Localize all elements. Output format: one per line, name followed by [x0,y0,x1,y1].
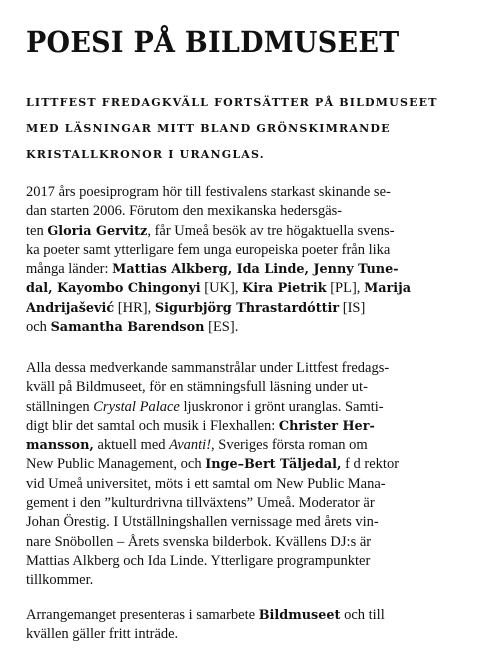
name-sigurbjorg-thrastardottir: Sigurbjörg Thrastardóttir [154,300,340,316]
body-line: dal, Kayombo Chingonyi [UK], Kira Pietrik [PL], Marija [26,280,412,297]
name-christer-hermansson: Christer Her- [278,418,375,434]
book-title-avanti: Avanti! [169,437,212,454]
body-line: tillkommer. [26,572,94,589]
body-line: nare Snöbollen – Årets svenska bilderbok. Kvällens DJ:s är [26,533,372,550]
body-line: kväll på Bildmuseet, för en stämningsfull läsning under ut- [26,379,368,396]
lead-line: LITTFEST FREDAGKVÄLL FORTSÄTTER PÅ BILDMUSEET [26,96,438,109]
exhibition-title: Crystal Palace [93,398,180,415]
body-line: Arrangemanget presenteras i samarbete Bildmuseet och till [26,607,385,623]
name-andrijasevic: Andrijašević [26,300,115,316]
body-line: kvällen gäller fritt inträde. [26,626,179,643]
name-marija: Marija [364,281,412,297]
body-line: ka poeter samt ytterligare fem unga europeiska poeter från lika [26,241,391,258]
body-line: många länder: Mattias Alkberg, Ida Linde, Jenny Tune- [26,261,399,278]
lead-line: KRISTALLKRONOR I URANGLAS. [26,148,265,161]
body-line: ställningen Crystal Palace ljuskronor i grönt uranglas. Samti- [26,398,384,415]
names-swedish-poets: Mattias Alkberg, Ida Linde, Jenny Tune- [112,262,399,278]
name-samantha-barendson: Samantha Barendson [50,320,205,336]
body-line: gement i den ”kulturdrivna tillväxtens” Umeå. Moderator är [26,495,375,512]
article-title: POESI PÅ BILDMUSEET [26,25,400,59]
name-bildmuseet: Bildmuseet [258,608,341,623]
body-line: New Public Management, och Inge–Bert Täljedal, f d rektor [26,456,400,473]
body-line: Johan Örestig. I Utställningshallen vernissage med årets vin- [26,514,379,531]
name-inge-bert-taljedal: Inge–Bert Täljedal, [205,457,342,473]
body-line: och Samantha Barendson [ES]. [26,319,239,336]
article-lead [26,90,493,168]
body-line: mansson, aktuell med Avanti!, Sveriges första roman om [26,437,368,454]
lead-line: MED LÄSNINGAR MITT BLAND GRÖNSKIMRANDE [26,122,391,135]
body-line: Andrijašević [HR], Sigurbjörg Thrastardóttir [IS] [26,299,366,316]
body-line: ten Gloria Gervitz, får Umeå besök av tre högaktuella svens- [26,222,395,239]
paragraph-program [26,359,468,591]
paragraph-poets [26,183,468,337]
name-christer-hermansson-cont: mansson, [26,438,94,454]
body-line: Mattias Alkberg och Ida Linde. Ytterligare programpunkter [26,552,371,569]
body-line: dan starten 2006. Förutom den mexikanska hedersgäs- [26,203,343,220]
body-line: digt blir det samtal och musik i Flexhallen: Christer Her- [26,417,375,434]
name-kira-pietrik: Kira Pietrik [242,281,327,297]
name-gloria-gervitz: Gloria Gervitz [47,223,148,239]
body-line: vid Umeå universitet, möts i ett samtal om New Public Mana- [26,475,386,492]
names-poets: dal, Kayombo Chingonyi [26,281,201,297]
paragraph-arrangement [26,606,468,645]
body-line: Alla dessa medverkande sammanstrålar under Littfest fredags- [26,360,390,376]
body-line: 2017 års poesiprogram hör till festivalens starkast skinande se- [26,184,391,200]
